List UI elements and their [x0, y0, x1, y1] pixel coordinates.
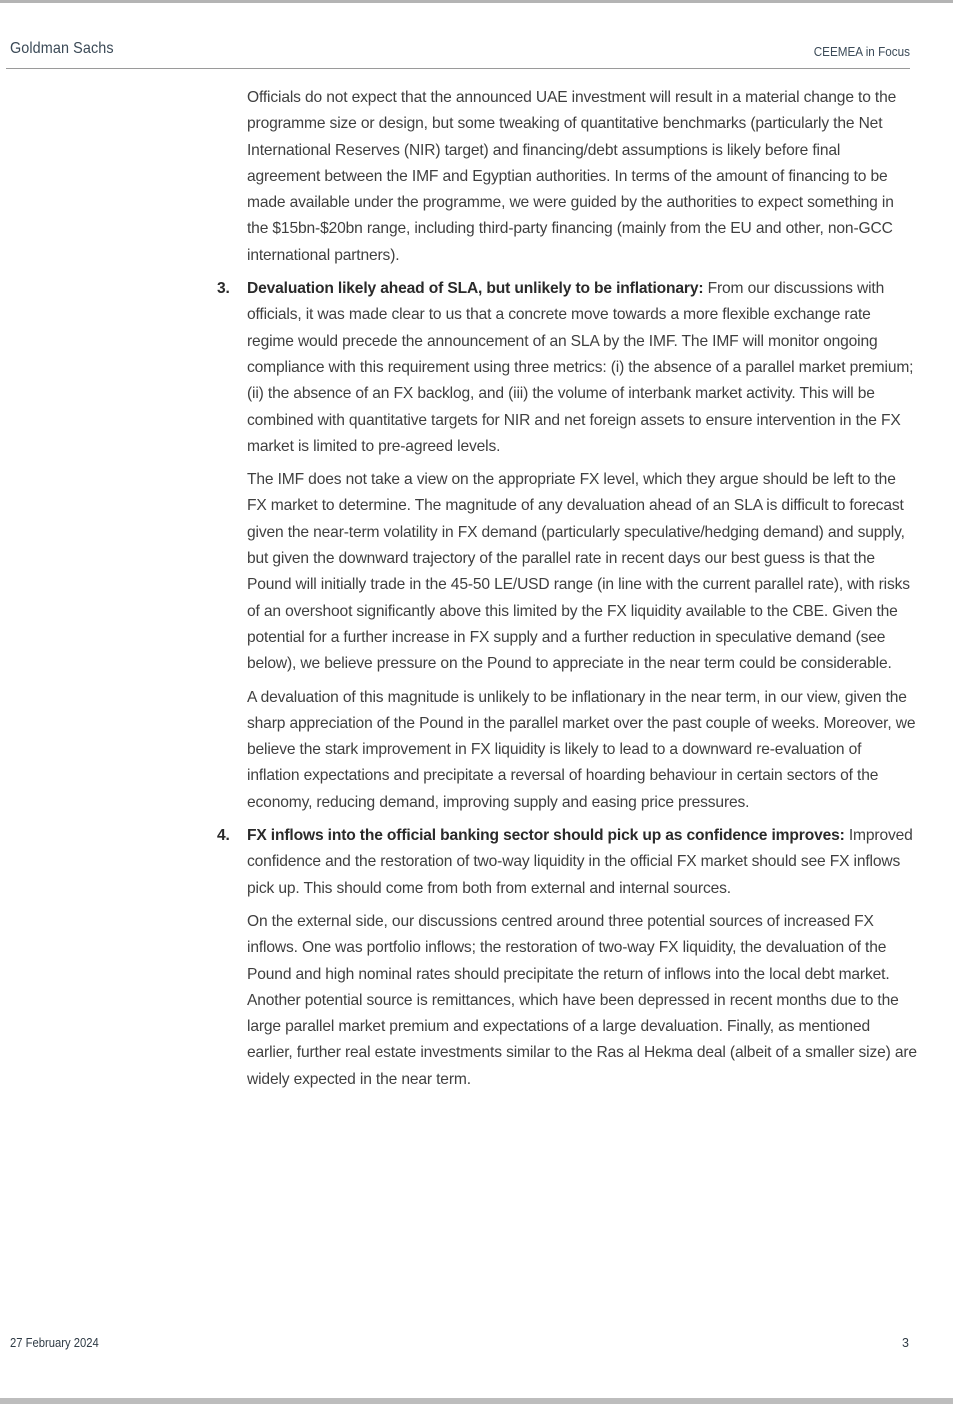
- document-body: [217, 85, 917, 1100]
- paragraph: The IMF does not take a view on the appropriate FX level, which they argue should be left to the FX market to determine. The magnitude of any devaluation ahead of an SLA is difficult to forecast given the near-term volatility in FX demand (particularly speculative/hedging demand) and supply, but given the downward trajectory of the parallel rate in recent days our best guess is that the Pound will initially trade in the 45-50 LE/USD range (in line with the current parallel rate), with risks of an overshoot significantly above this limited by the FX liquidity available to the CBE. Given the potential for a further increase in FX supply and a further reduction in speculative demand (see below), we believe pressure on the Pound to appreciate in the near term could be considerable.: [247, 471, 910, 673]
- list-item-4: [217, 823, 917, 902]
- list-item-text: Improved confidence and the restoration of two-way liquidity in the official FX market should see FX inflows pick up. This should come from both from external and internal sources.: [247, 827, 913, 897]
- paragraph: A devaluation of this magnitude is unlikely to be inflationary in the near term, in our view, given the sharp appreciation of the Pound in the parallel market over the past couple of weeks. Moreover, we believe the stark improvement in FX liquidity is likely to lead to a downward re-evaluation of inflation expectations and precipitate a reversal of hoarding behaviour in certain sectors of the economy, reducing demand, improving supply and easing price pressures.: [247, 688, 916, 811]
- list-item-lead: [247, 823, 917, 902]
- footer-date: 27 February 2024: [10, 1336, 99, 1350]
- page-number: 3: [902, 1336, 909, 1350]
- list-item-3: [217, 276, 917, 460]
- list-item-lead: [247, 276, 917, 460]
- bottom-border: [0, 1398, 953, 1404]
- list-item-heading: FX inflows into the official banking sector should pick up as confidence improves:: [247, 827, 845, 845]
- list-number: 4.: [217, 827, 230, 845]
- paragraph: On the external side, our discussions centred around three potential sources of increased FX inflows. One was portfolio inflows; the restoration of two-way FX liquidity, the devaluation of the Pound and high nominal rates should precipitate the return of inflows into the local debt market. Another potential source is remittances, which have been depressed in recent months due to the large parallel market premium and expectations of a large devaluation. Finally, as mentioned earlier, further real estate investments similar to the Ras al Hekma deal (albeit of a smaller size) are widely expected in the near term.: [247, 912, 917, 1088]
- brand-name: Goldman Sachs: [10, 40, 114, 57]
- list-number: 3.: [217, 280, 230, 298]
- publication-title: CEEMEA in Focus: [813, 44, 910, 59]
- list-item-heading: Devaluation likely ahead of SLA, but unlikely to be inflationary:: [247, 280, 704, 298]
- list-item-text: From our discussions with officials, it was made clear to us that a concrete move towards a more flexible exchange rate regime would precede the announcement of an SLA by the IMF. The IMF will monitor ongoing compliance with this requirement using three metrics: (i) the absence of a parallel market premium; (ii) the absence of an FX backlog, and (iii) the volume of interbank market activity. This will be combined with quantitative targets for NIR and net foreign assets to ensure intervention in the FX market is limited to pre-agreed levels.: [247, 280, 914, 455]
- top-border: [0, 0, 953, 3]
- header-divider: [6, 68, 910, 69]
- intro-paragraph: Officials do not expect that the announced UAE investment will result in a material change to the programme size or design, but some tweaking of quantitative benchmarks (particularly the Net International Reserves (NIR) target) and financing/debt assumptions is likely before final agreement between the IMF and Egyptian authorities. In terms of the amount of financing to be made available under the programme, we were guided by the authorities to expect something in the $15bn-$20bn range, including third-party financing (mainly from the EU and other, non-GCC international partners).: [247, 89, 897, 264]
